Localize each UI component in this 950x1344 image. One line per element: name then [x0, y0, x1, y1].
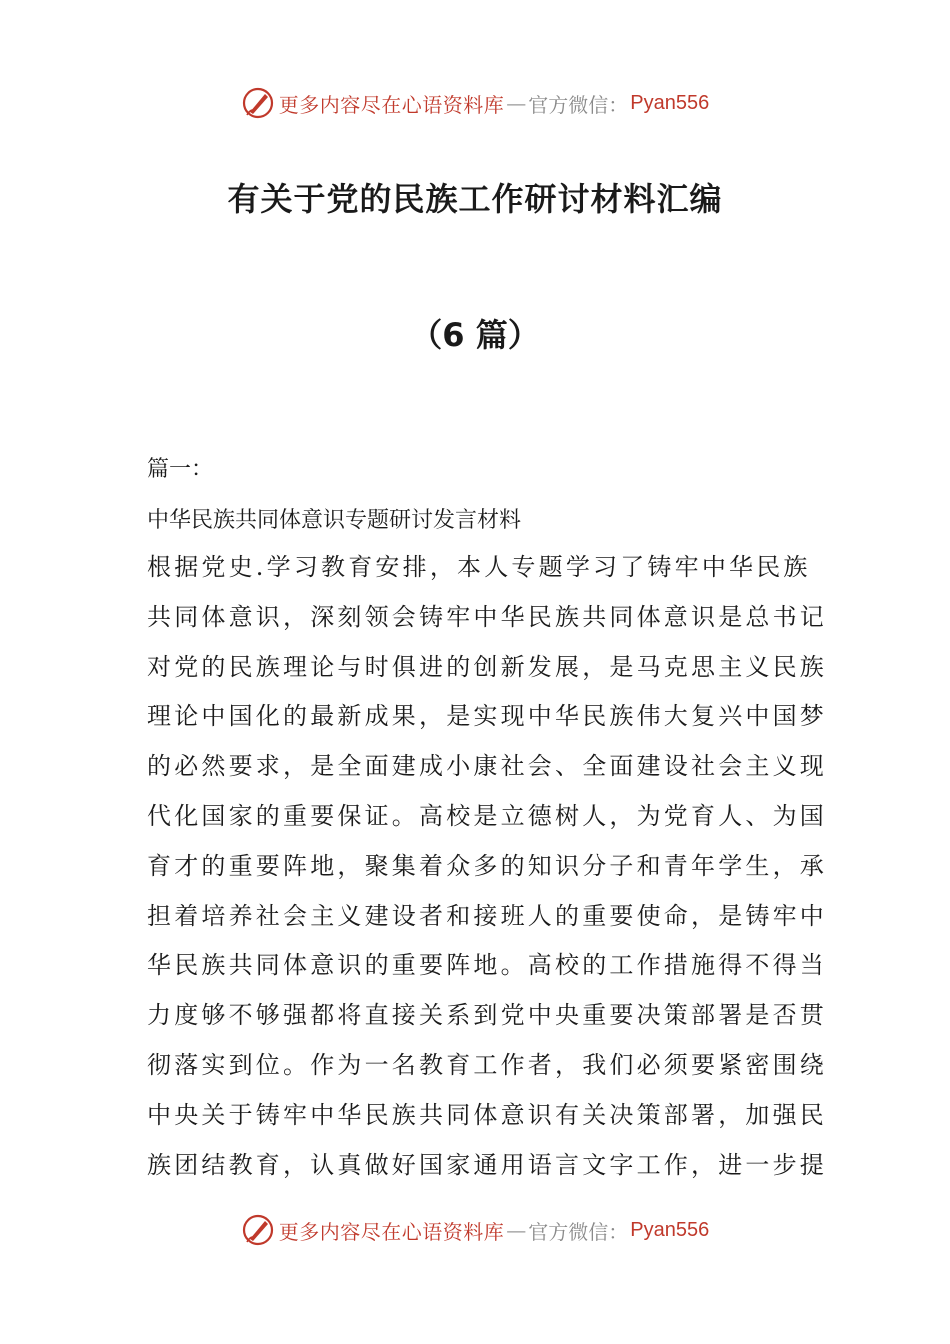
body-line: 代化国家的重要保证。高校是立德树人，为党育人、为国 [147, 801, 827, 830]
banner-official-label: 官方微信： [528, 92, 629, 117]
pen-logo-icon [241, 86, 275, 120]
body-line: 华民族共同体意识的重要阵地。高校的工作措施得不得当 [147, 951, 827, 980]
footer-banner [0, 1210, 950, 1250]
body-line: 族团结教育，认真做好国家通用语言文字工作，进一步提 [147, 1150, 827, 1179]
body-line: 根据党史.学习教育安排，本人专题学习了铸牢中华民族 [147, 553, 811, 581]
banner-wechat-id: Pyan556 [630, 91, 710, 114]
document-title: 有关于党的民族工作研讨材料汇编 [227, 180, 723, 218]
body-line: 共同体意识，深刻领会铸牢中华民族共同体意识是总书记 [147, 602, 827, 631]
body-line: 担着培养社会主义建设者和接班人的重要使命，是铸牢中 [147, 901, 827, 930]
section-label: 篇一： [147, 457, 214, 482]
body-line: 的必然要求，是全面建成小康社会、全面建设社会主义现 [147, 752, 827, 781]
body-line: 力度够不够强都将直接关系到党中央重要决策部署是否贯 [147, 1001, 827, 1030]
banner-slogan: 更多内容尽在心语资料库 [278, 1219, 505, 1244]
header-banner [0, 83, 950, 123]
pen-logo-icon [241, 1213, 275, 1247]
banner-dash: — [506, 91, 527, 115]
document-subtitle: （6 篇） [410, 316, 540, 354]
body-paragraph [147, 543, 827, 1190]
body-line: 中央关于铸牢中华民族共同体意识有关决策部署，加强民 [147, 1100, 827, 1129]
body-line: 育才的重要阵地，聚集着众多的知识分子和青年学生，承 [147, 851, 827, 880]
banner-slogan: 更多内容尽在心语资料库 [278, 92, 505, 117]
body-line: 对党的民族理论与时俱进的创新发展，是马克思主义民族 [147, 652, 827, 681]
banner-wechat-id: Pyan556 [630, 1218, 710, 1241]
banner-official-label: 官方微信： [528, 1219, 629, 1244]
banner-dash: — [506, 1218, 527, 1242]
section-heading: 中华民族共同体意识专题研讨发言材料 [147, 508, 522, 533]
body-line: 彻落实到位。作为一名教育工作者，我们必须要紧密围绕 [147, 1050, 827, 1079]
body-line: 理论中国化的最新成果，是实现中华民族伟大复兴中国梦 [147, 702, 827, 731]
